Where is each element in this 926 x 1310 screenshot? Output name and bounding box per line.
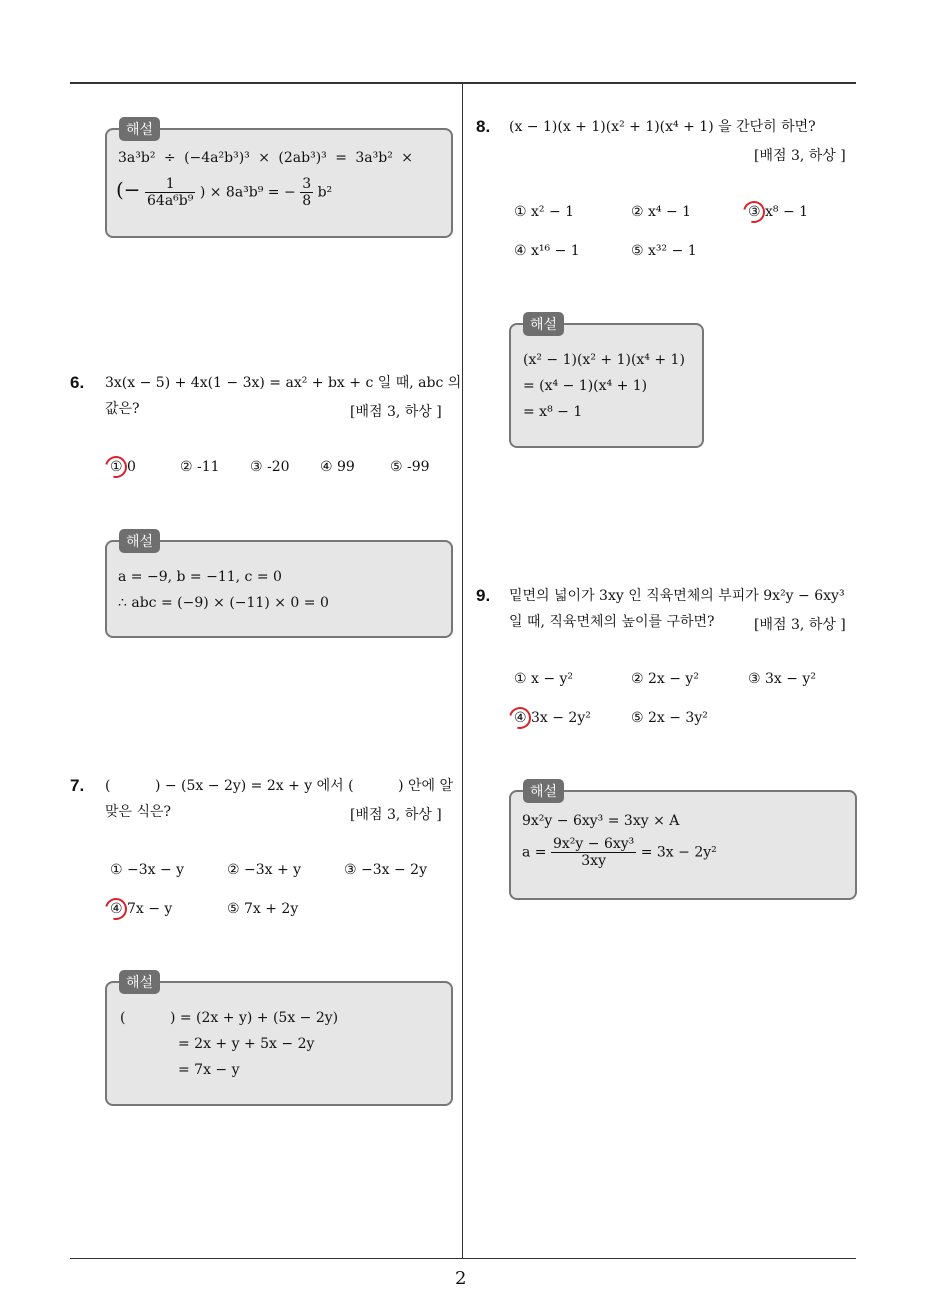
solution-q5-fraction-2: $\frac{3}{8}$ — [302, 176, 312, 209]
solution-q6-line1: a = −9, b = −11, c = 0 — [118, 569, 282, 585]
q6-number: 6. — [70, 373, 85, 392]
q9-option-2[interactable]: ② 2x − y² — [631, 671, 699, 687]
column-divider — [462, 84, 463, 1258]
q6-score: [배점 3, 하상 ] — [350, 404, 442, 420]
q8-option-4[interactable]: ④ x¹⁶ − 1 — [514, 243, 580, 259]
q8-option-5[interactable]: ⑤ x³² − 1 — [631, 243, 697, 259]
q7-number: 7. — [70, 776, 85, 795]
solution-q7-line3: = 7x − y — [178, 1062, 240, 1078]
solution-q5-fraction: $\frac{1}{\text{64a⁶b⁹}}$ — [147, 176, 194, 209]
q6-option-3[interactable]: ③ -20 — [250, 459, 290, 475]
q7-option-2[interactable]: ② −3x + y — [227, 862, 302, 878]
q9-answer-mark — [505, 703, 535, 733]
solution-q8-line2: = (x⁴ − 1)(x⁴ + 1) — [523, 378, 648, 394]
solution-q5-line2: (− $\frac{1}{\text{64a⁶b⁹}}$ ) × 8a³b⁹ = − $\frac{3}{8}$ b² — [116, 176, 333, 209]
solution-tag-q9: 해설 — [523, 779, 564, 803]
q6-option-1[interactable]: ① 0 — [110, 459, 136, 475]
header-rule — [70, 82, 856, 84]
q7-text-line1: ( ) − (5x − 2y) = 2x + y 에서 ( ) 안에 알 — [105, 778, 454, 794]
q7-answer-mark — [101, 894, 131, 924]
solution-q9-line2: a = $\frac{\text{9x²y − 6xy³}}{3xy}$ = 3x − 2y² — [522, 836, 717, 869]
solution-q6-line2: ∴ abc = (−9) × (−11) × 0 = 0 — [118, 595, 329, 611]
solution-q5-line1: 3a³b² ÷ (−4a²b³)³ × (2ab³)³ = 3a³b² × — [118, 150, 414, 166]
q9-option-4[interactable]: ④ 3x − 2y² — [514, 710, 591, 726]
q7-option-1[interactable]: ① −3x − y — [110, 862, 185, 878]
solution-tag-q6: 해설 — [119, 529, 160, 553]
q9-option-1[interactable]: ① x − y² — [514, 671, 574, 687]
q8-option-2[interactable]: ② x⁴ − 1 — [631, 204, 692, 220]
q7-option-3[interactable]: ③ −3x − 2y — [344, 862, 427, 878]
q7-score: [배점 3, 하상 ] — [350, 807, 442, 823]
solution-tag-q8: 해설 — [523, 312, 564, 336]
q6-text-line1: 3x(x − 5) + 4x(1 − 3x) = ax² + bx + c 일 때, abc 의 — [105, 375, 462, 391]
q6-text-line2: 값은? — [105, 401, 140, 417]
q9-text-line2: 일 때, 직육면체의 높이를 구하면? — [509, 614, 715, 630]
solution-box-q6 — [105, 540, 453, 638]
solution-q7-line2: = 2x + y + 5x − 2y — [178, 1036, 315, 1052]
q8-option-1[interactable]: ① x² − 1 — [514, 204, 575, 220]
solution-tag-q5: 해설 — [119, 117, 160, 141]
footer-rule — [70, 1258, 856, 1259]
q7-text-line2: 맞은 식은? — [105, 804, 172, 820]
q9-option-5[interactable]: ⑤ 2x − 3y² — [631, 710, 708, 726]
q7-option-4[interactable]: ④ 7x − y — [110, 901, 173, 917]
q6-option-2[interactable]: ② -11 — [180, 459, 220, 475]
q8-number: 8. — [476, 117, 491, 136]
solution-q7-line1: ( ) = (2x + y) + (5x − 2y) — [120, 1010, 339, 1026]
solution-q9-line1: 9x²y − 6xy³ = 3xy × A — [522, 813, 680, 829]
q8-text-line1: (x − 1)(x + 1)(x² + 1)(x⁴ + 1) 을 간단히 하면? — [509, 119, 816, 135]
q6-option-5[interactable]: ⑤ -99 — [390, 459, 430, 475]
q8-answer-mark — [739, 197, 769, 227]
q9-score: [배점 3, 하상 ] — [754, 617, 846, 633]
q9-text-line1: 밑면의 넓이가 3xy 인 직육면체의 부피가 9x²y − 6xy³ — [509, 588, 845, 604]
q6-option-4[interactable]: ④ 99 — [320, 459, 355, 475]
solution-q8-line3: = x⁸ − 1 — [523, 404, 583, 420]
solution-q8-line1: (x² − 1)(x² + 1)(x⁴ + 1) — [523, 352, 685, 368]
solution-q9-fraction: $\frac{\text{9x²y − 6xy³}}{3xy}$ — [552, 836, 635, 869]
q9-number: 9. — [476, 586, 491, 605]
q7-option-5[interactable]: ⑤ 7x + 2y — [227, 901, 299, 917]
page-number: 2 — [455, 1268, 467, 1289]
q6-answer-mark — [101, 452, 131, 482]
solution-tag-q7: 해설 — [119, 970, 160, 994]
q8-score: [배점 3, 하상 ] — [754, 148, 846, 164]
q9-option-3[interactable]: ③ 3x − y² — [748, 671, 816, 687]
q8-option-3[interactable]: ③ x⁸ − 1 — [748, 204, 809, 220]
